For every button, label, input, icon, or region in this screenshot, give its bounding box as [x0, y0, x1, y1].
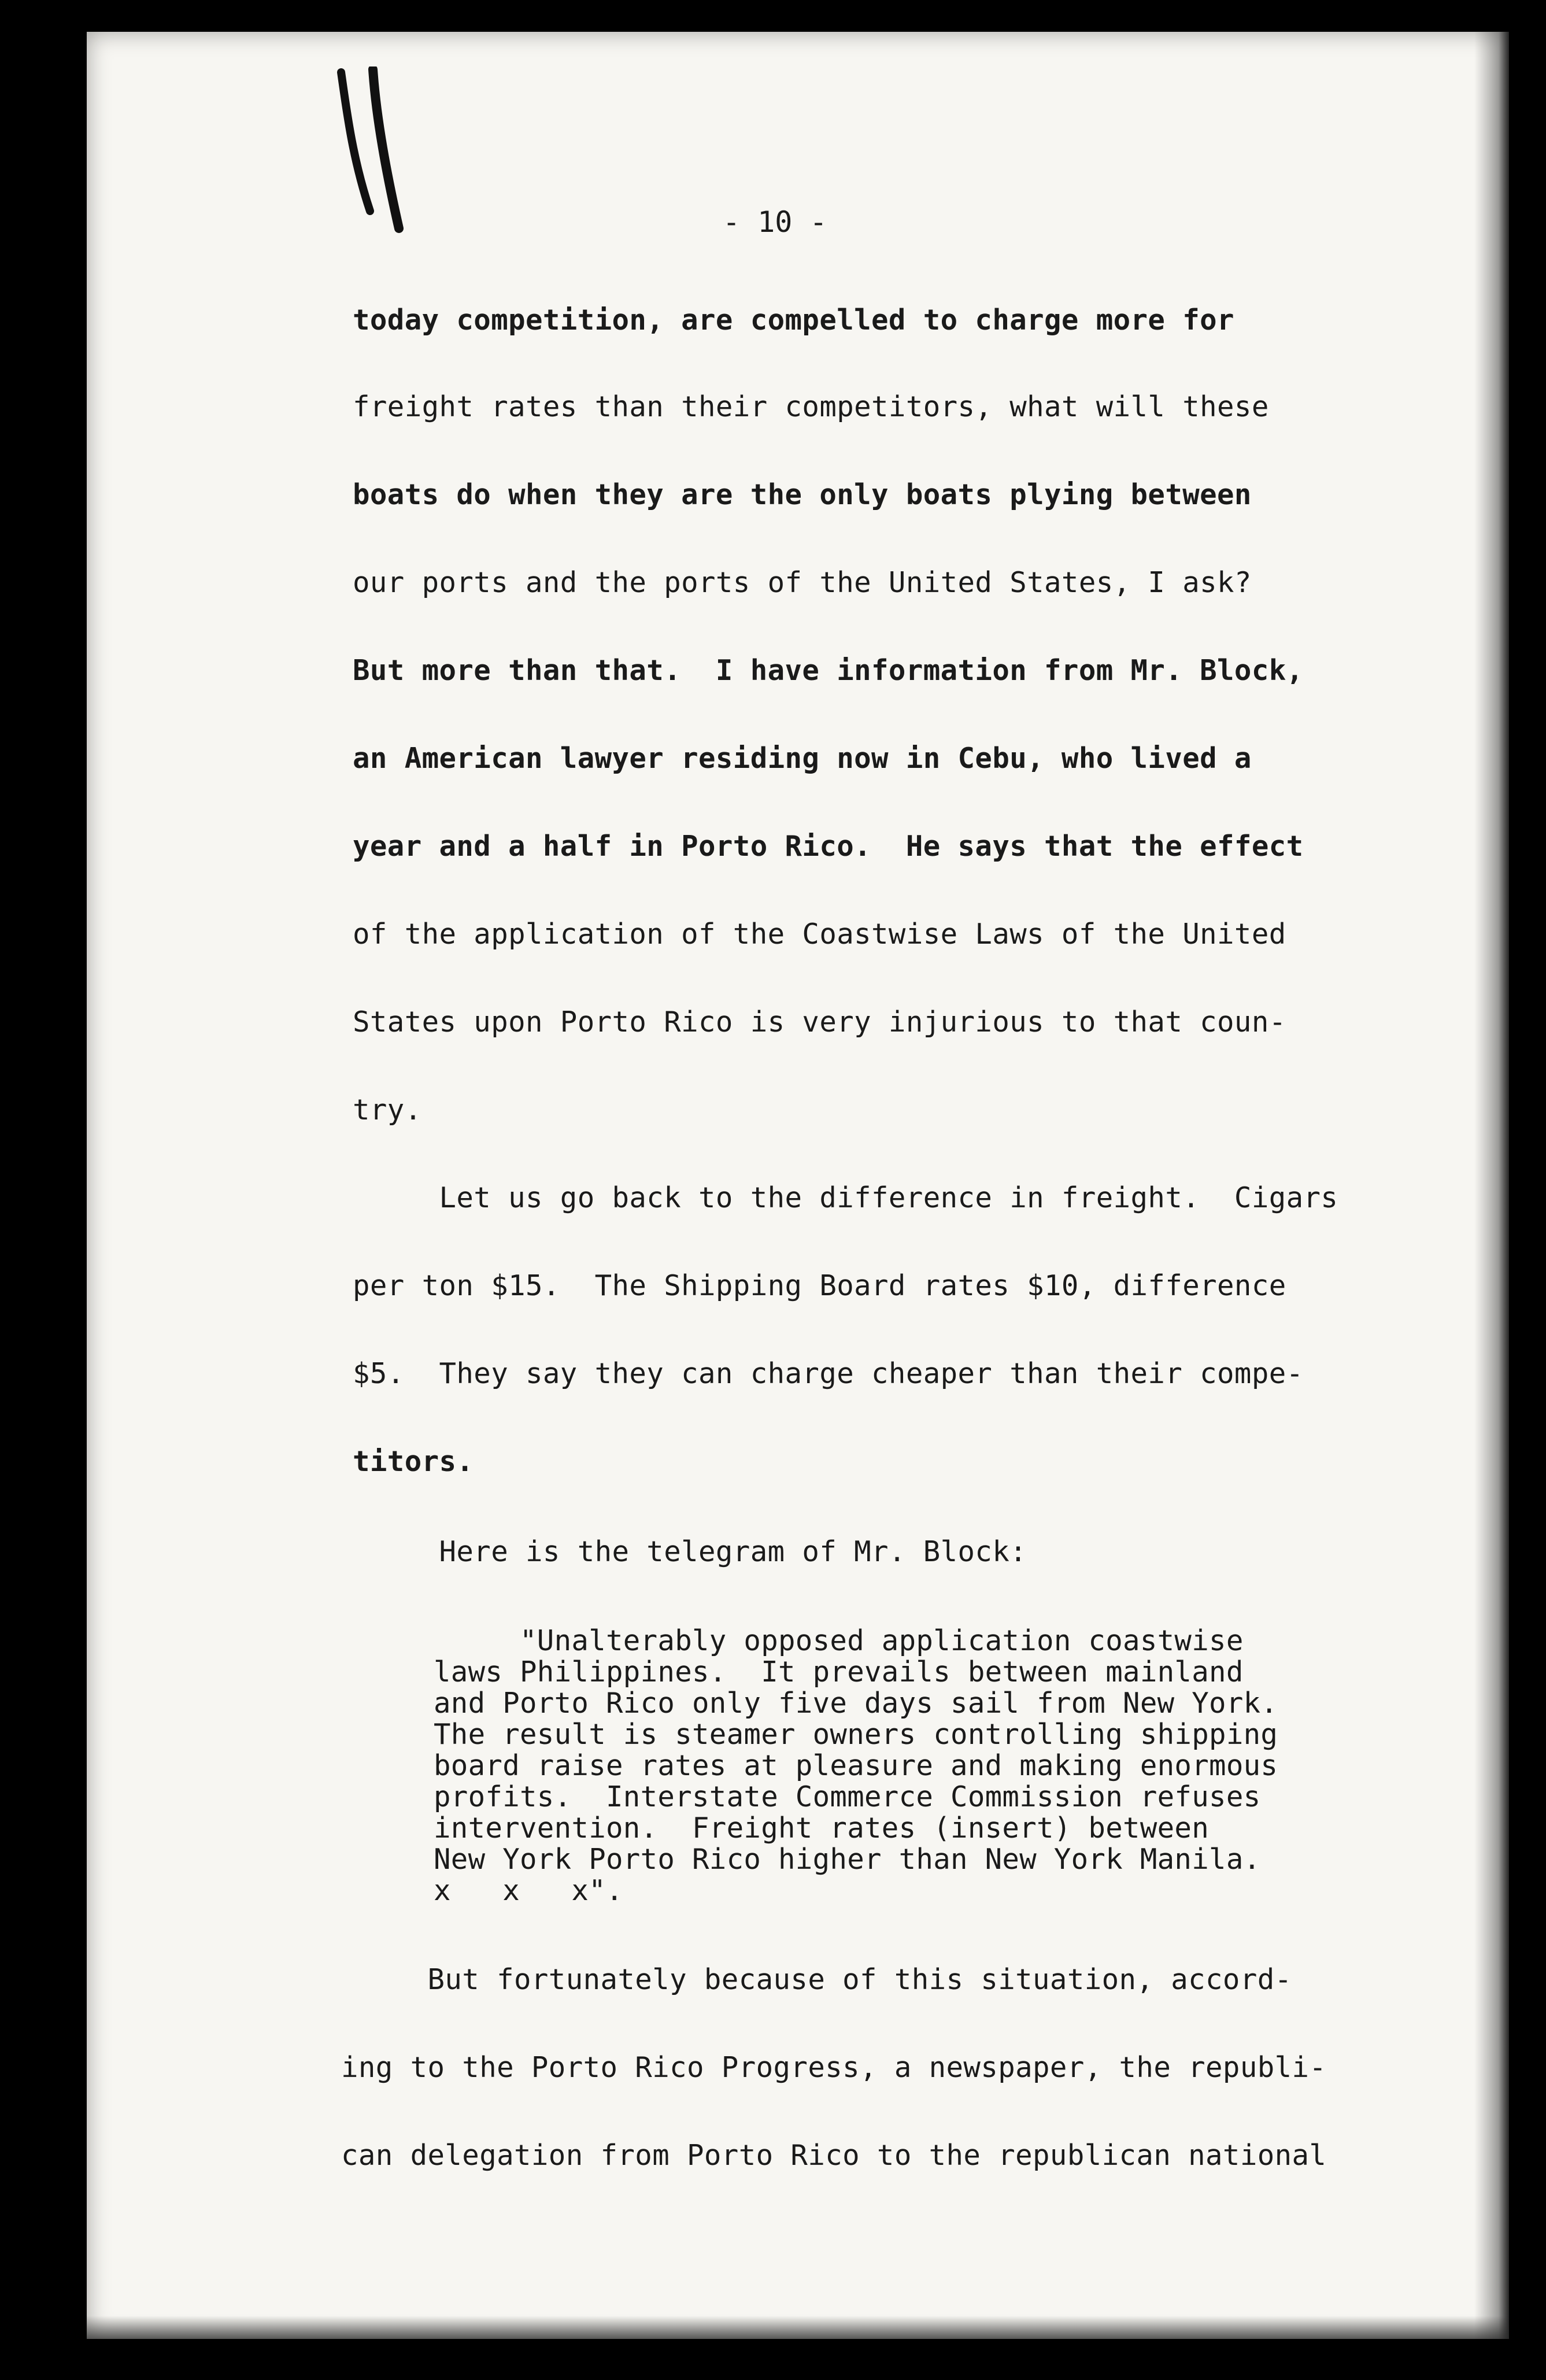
quote-line: "Unalterably opposed application coastwise: [434, 1624, 1244, 1657]
body-line: today competition, are compelled to charge more for: [353, 304, 1234, 337]
body-line: Here is the telegram of Mr. Block:: [353, 1535, 1027, 1568]
page-bottom-shadow: [87, 2316, 1509, 2339]
quote-line: intervention. Freight rates (insert) between: [434, 1812, 1210, 1845]
body-line: per ton $15. The Shipping Board rates $10, difference: [353, 1269, 1286, 1302]
page-edge-shadow: [1474, 32, 1509, 2339]
body-line: ing to the Porto Rico Progress, a newspaper, the republi-: [341, 2051, 1327, 2084]
body-line: titors.: [353, 1445, 474, 1478]
body-line: try.: [353, 1093, 422, 1126]
quote-line: x x x".: [434, 1874, 623, 1907]
body-line: States upon Porto Rico is very injurious to that coun-: [353, 1006, 1286, 1039]
body-line: $5. They say they can charge cheaper than their compe-: [353, 1357, 1304, 1390]
body-line: But more than that. I have information from Mr. Block,: [353, 654, 1304, 687]
body-line: But fortunately because of this situation, accord-: [341, 1963, 1292, 1996]
handwritten-mark-icon: [330, 66, 422, 240]
page-number: - 10 -: [723, 205, 827, 239]
body-line: of the application of the Coastwise Laws of the United: [353, 918, 1286, 951]
quote-line: profits. Interstate Commerce Commission refuses: [434, 1780, 1261, 1813]
body-line: our ports and the ports of the United States, I ask?: [353, 566, 1252, 599]
document-page: [87, 32, 1509, 2339]
body-line: freight rates than their competitors, what will these: [353, 390, 1269, 423]
quote-line: The result is steamer owners controlling shipping: [434, 1718, 1278, 1751]
body-line: can delegation from Porto Rico to the republican national: [341, 2139, 1327, 2172]
body-line: an American lawyer residing now in Cebu, who lived a: [353, 742, 1252, 775]
body-line: Let us go back to the difference in freight. Cigars: [353, 1181, 1338, 1214]
quote-line: laws Philippines. It prevails between mainland: [434, 1655, 1244, 1688]
body-line: boats do when they are the only boats plying between: [353, 478, 1252, 511]
quote-line: board raise rates at pleasure and making enormous: [434, 1749, 1278, 1782]
body-line: year and a half in Porto Rico. He says that the effect: [353, 830, 1304, 863]
quote-line: and Porto Rico only five days sail from New York.: [434, 1687, 1278, 1720]
quote-line: New York Porto Rico higher than New York Manila.: [434, 1843, 1261, 1876]
